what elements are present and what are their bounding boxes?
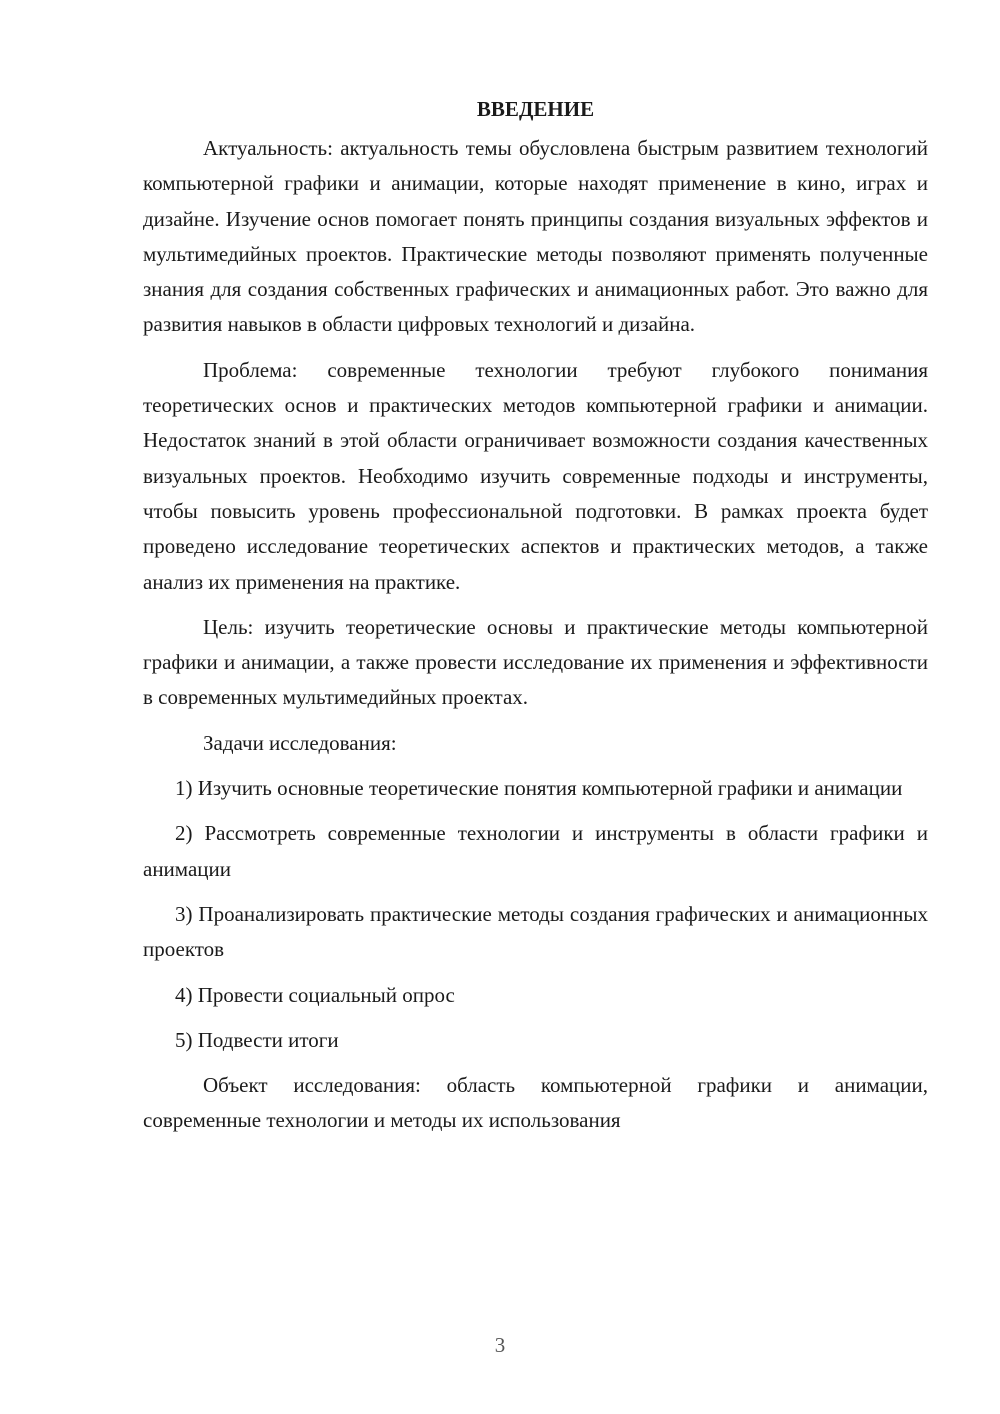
task-item-4: 4) Провести социальный опрос — [175, 982, 455, 1007]
tasks-heading: Задачи исследования: — [203, 730, 397, 755]
paragraph-object: Объект исследования: область компьютерной графики и анимации, современные технологии и методы их использования — [143, 1073, 928, 1133]
page-content — [143, 92, 928, 1139]
paragraph-problem: Проблема: современные технологии требуют глубокого понимания теоретических основ и практических методов компьютерной графики и анимации. Недостаток знаний в этой области ограничивает возможности создания качественных визуальных проектов. Необходимо изучить современные подходы и инструменты, чтобы повысить уровень профессиональной подготовки. В рамках проекта будет проведено исследование теоретических аспектов и практических методов, а также анализ их применения на практике. — [143, 357, 928, 594]
task-item-5: 5) Подвести итоги — [175, 1027, 339, 1052]
task-item-3: 3) Проанализировать практические методы создания графических и анимационных проектов — [143, 901, 928, 962]
page-title: ВВЕДЕНИЕ — [476, 97, 595, 121]
task-item-1: 1) Изучить основные теоретические понятия компьютерной графики и анимации — [175, 776, 903, 801]
paragraph-relevance: Актуальность: актуальность темы обусловлена быстрым развитием технологий компьютерной графики и анимации, которые находят применение в кино, играх и дизайне. Изучение основ помогает понять принципы создания визуальных эффектов и мультимедийных проектов. Практические методы позволяют применять полученные знания для создания собственных графических и анимационных работ. Это важно для развития навыков в области цифровых технологий и дизайна. — [143, 136, 928, 337]
paragraph-goal: Цель: изучить теоретические основы и практические методы компьютерной графики и анимации, а также провести исследование их применения и эффективности в современных мультимедийных проектах. — [143, 614, 928, 710]
page-number: 3 — [494, 1333, 506, 1357]
task-item-2: 2) Рассмотреть современные технологии и инструменты в области графики и анимации — [143, 821, 928, 881]
